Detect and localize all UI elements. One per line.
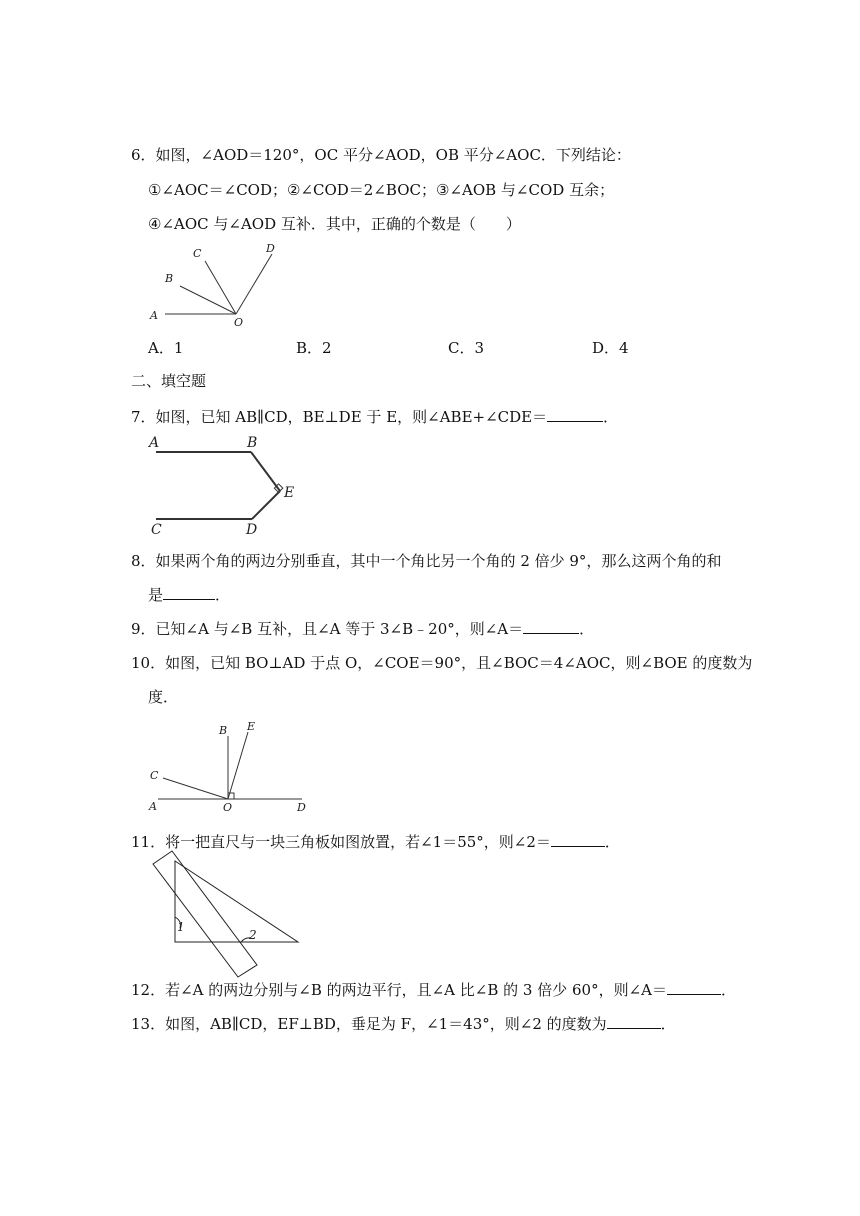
q11-end: ． bbox=[604, 833, 620, 851]
q10-label-d: D bbox=[297, 801, 306, 814]
q7-answer-blank[interactable] bbox=[547, 407, 603, 422]
q10-label-a: A bbox=[149, 800, 157, 813]
q7-end: ． bbox=[603, 408, 619, 426]
q11-answer-blank[interactable] bbox=[551, 832, 605, 847]
q13-stem: 13．如图，AB∥CD，EF⊥BD，垂足为 F，∠1＝43°，则∠2 的度数为 bbox=[131, 1015, 607, 1033]
q8-answer-blank[interactable] bbox=[163, 585, 215, 600]
q6-label-a: A bbox=[150, 309, 158, 322]
q9-text bbox=[131, 619, 594, 639]
q10-label-o: O bbox=[223, 801, 233, 814]
q8-stem: 是 bbox=[148, 586, 164, 604]
q6-label-c: C bbox=[193, 247, 202, 260]
q6-label-d: D bbox=[266, 242, 275, 255]
q11-label-1: 1 bbox=[177, 920, 185, 934]
q10-label-b: B bbox=[219, 724, 228, 737]
q6-option-b: B．2 bbox=[296, 339, 332, 357]
q6-label-o: O bbox=[234, 316, 244, 329]
q8-end: ． bbox=[215, 586, 231, 604]
q11-figure bbox=[145, 855, 310, 970]
q11-stem: 11．将一把直尺与一块三角板如图放置，若∠1＝55°，则∠2＝ bbox=[131, 833, 551, 851]
q13-text bbox=[131, 1014, 676, 1034]
q11-label-2: 2 bbox=[249, 928, 257, 942]
q12-answer-blank[interactable] bbox=[667, 980, 721, 995]
q6-option-a: A．1 bbox=[148, 339, 184, 357]
q13-answer-blank[interactable] bbox=[607, 1014, 661, 1029]
q6-option-c: C．3 bbox=[448, 339, 485, 357]
q8-line-1: 8．如果两个角的两边分别垂直，其中一个角比另一个角的 2 倍少 9°，那么这两个角的和 bbox=[131, 552, 722, 570]
q12-stem: 12．若∠A 的两边分别与∠B 的两边平行，且∠A 比∠B 的 3 倍少 60°，则∠A＝ bbox=[131, 981, 667, 999]
q11-text bbox=[131, 832, 620, 852]
section-title: 二、填空题 bbox=[131, 372, 207, 390]
q10-line-1: 10．如图，已知 BO⊥AD 于点 O，∠COE＝90°，且∠BOC＝4∠AOC，则∠BOE 的度数为 bbox=[131, 654, 753, 672]
q9-answer-blank[interactable] bbox=[523, 619, 579, 634]
q9-end: ． bbox=[579, 620, 595, 638]
q12-end: ． bbox=[720, 981, 736, 999]
q10-label-e: E bbox=[247, 720, 256, 733]
q6-option-d: D．4 bbox=[592, 339, 629, 357]
q7-label-e: E bbox=[284, 485, 295, 501]
q7-label-d: D bbox=[246, 522, 258, 538]
q9-stem: 9．已知∠A 与∠B 互补，且∠A 等于 3∠B﹣20°，则∠A＝ bbox=[131, 620, 524, 638]
q6-figure bbox=[145, 240, 285, 330]
q10-line-2: 度． bbox=[148, 688, 179, 706]
q6-line-3: ④∠AOC 与∠AOD 互补．其中，正确的个数是（ ） bbox=[148, 215, 521, 233]
q6-line-2: ①∠AOC＝∠COD；②∠COD＝2∠BOC；③∠AOB 与∠COD 互余； bbox=[148, 181, 615, 199]
q6-label-b: B bbox=[165, 272, 174, 285]
q12-text bbox=[131, 980, 736, 1000]
q7-label-a: A bbox=[149, 435, 160, 451]
q10-figure bbox=[145, 715, 320, 815]
q6-line-1: 6．如图，∠AOD＝120°，OC 平分∠AOD，OB 平分∠AOC．下列结论： bbox=[131, 146, 631, 164]
q13-end: ． bbox=[660, 1015, 676, 1033]
q7-label-c: C bbox=[151, 522, 162, 538]
q7-label-b: B bbox=[247, 435, 258, 451]
q7-stem: 7．如图，已知 AB∥CD，BE⊥DE 于 E，则∠ABE+∠CDE＝ bbox=[131, 408, 548, 426]
q7-figure bbox=[145, 430, 310, 540]
q10-label-c: C bbox=[150, 769, 159, 782]
q7-text bbox=[131, 407, 618, 427]
q8-line-2 bbox=[148, 585, 230, 605]
